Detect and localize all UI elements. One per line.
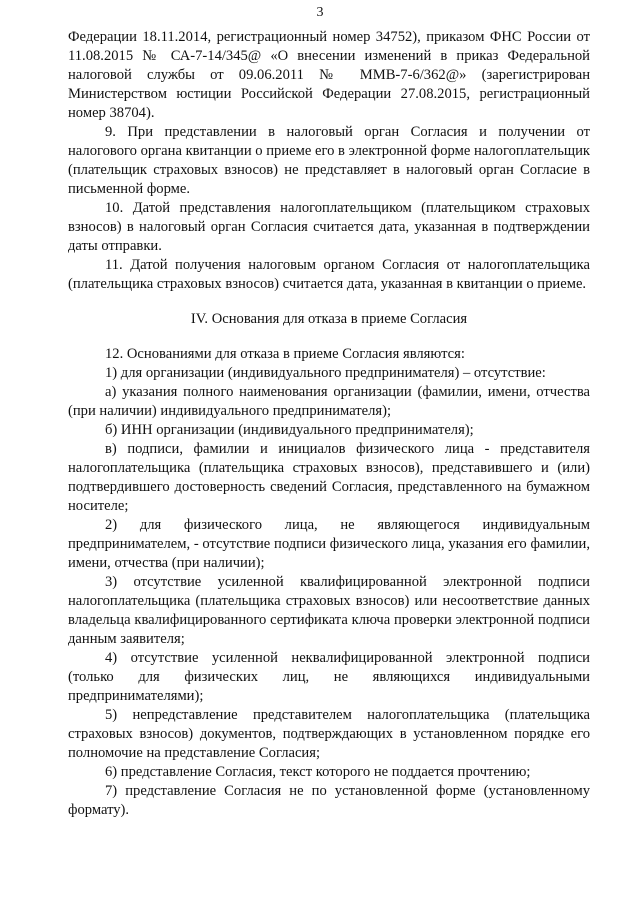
paragraph-intro: Федерации 18.11.2014, регистрационный номер 34752), приказом ФНС России от 11.08.2015 № СА-7-14/345@ «О внесении изменений в приказ Федеральной налоговой службы от 09.06.2011 № ММВ-7-6/362@» (зарегистрирован Министерством юстиции Российской Федерации 27.08.2015, регистрационный номер 38704).	[68, 29, 590, 121]
page-number: 3	[316, 5, 324, 20]
list-item-1a: а) указания полного наименования организации (фамилии, имени, отчества (при наличии) индивидуального предпринимателя);	[68, 384, 590, 419]
list-item-1b: б) ИНН организации (индивидуального предпринимателя);	[105, 422, 474, 438]
list-item-7: 7) представление Согласия не по установленной форме (установленному формату).	[68, 783, 590, 818]
list-item-4: 4) отсутствие усиленной неквалифицированной электронной подписи (только для физических лиц, не являющихся индивидуальными предпринимателями);	[68, 650, 590, 704]
list-item-5: 5) непредставление представителем налогоплательщика (плательщика страховых взносов) документов, подтверждающих в установленном порядке его полномочие на представление Согласия;	[68, 707, 590, 761]
list-item-2: 2) для физического лица, не являющегося индивидуальным предпринимателем, - отсутствие подписи физического лица, указания его фамилии, имени, отчества (при наличии);	[68, 517, 590, 571]
list-item-1c: в) подписи, фамилии и инициалов физического лица - представителя налогоплательщика (плательщика страховых взносов), представившего и (или) подтвердившего достоверность сведений Согласия, представленного на бумажном носителе;	[68, 441, 590, 514]
paragraph-12: 12. Основаниями для отказа в приеме Согласия являются:	[105, 346, 465, 362]
document-body	[68, 28, 590, 820]
list-item-1: 1) для организации (индивидуального предпринимателя) – отсутствие:	[105, 365, 546, 381]
list-item-6: 6) представление Согласия, текст которого не поддается прочтению;	[105, 764, 531, 780]
paragraph-11: 11. Датой получения налоговым органом Согласия от налогоплательщика (плательщика страховых взносов) считается дата, указанная в квитанции о приеме.	[68, 257, 590, 292]
paragraph-10: 10. Датой представления налогоплательщиком (плательщиком страховых взносов) в налоговый орган Согласия считается дата, указанная в подтверждении даты отправки.	[68, 200, 590, 254]
paragraph-9: 9. При представлении в налоговый орган Согласия и получении от налогового органа квитанции о приеме его в электронной форме налогоплательщик (плательщик страховых взносов) не представляет в налоговый орган Согласие в письменной форме.	[68, 124, 590, 197]
list-item-3: 3) отсутствие усиленной квалифицированной электронной подписи налогоплательщика (плательщика страховых взносов) или несоответствие данных владельца квалифицированного сертификата ключа проверки электронной подписи данным заявителя;	[68, 574, 590, 647]
section-title: IV. Основания для отказа в приеме Согласия	[190, 311, 468, 327]
